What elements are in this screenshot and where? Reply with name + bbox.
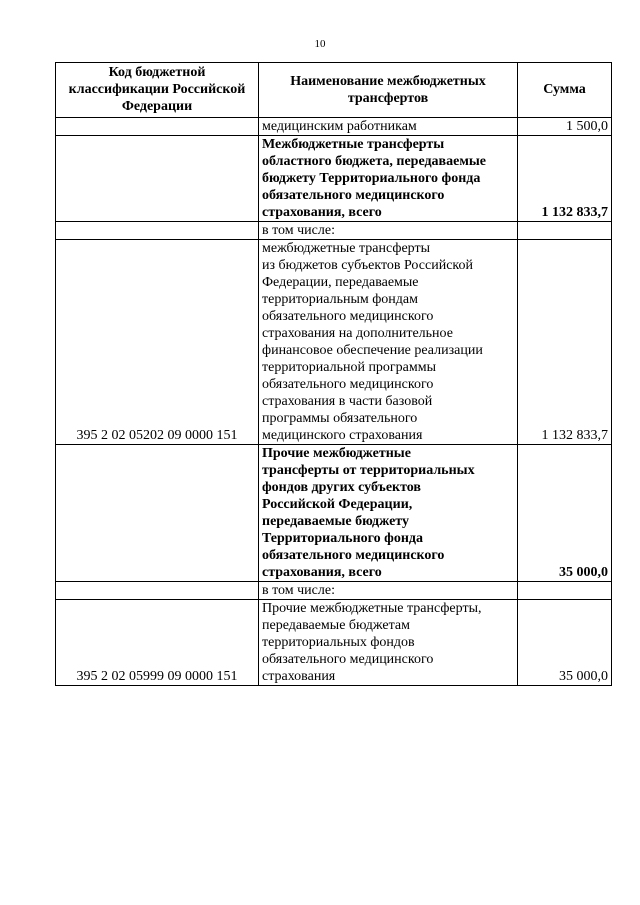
table-body xyxy=(56,118,612,686)
table-row-total xyxy=(56,445,612,582)
transfer-name-line: в том числе: xyxy=(262,583,335,598)
table-row xyxy=(56,600,612,686)
budget-code-cell: 395 2 02 05999 09 0000 151 xyxy=(56,600,259,686)
transfer-name-line: бюджету Территориального фонда xyxy=(262,171,481,186)
page-number: 10 xyxy=(314,38,326,50)
transfer-name-cell xyxy=(259,240,518,445)
transfer-name-line: страхования на дополнительное xyxy=(262,326,453,341)
amount-cell xyxy=(518,222,612,240)
budget-code-cell xyxy=(56,445,259,582)
table-header-row xyxy=(56,63,612,118)
amount-cell: 1 500,0 xyxy=(518,118,612,136)
transfer-name-line: Федерации, передаваемые xyxy=(262,275,419,290)
transfer-name-cell xyxy=(259,136,518,222)
table-row xyxy=(56,222,612,240)
transfer-name-line: территориальным фондам xyxy=(262,292,418,307)
budget-code-cell xyxy=(56,118,259,136)
table-row xyxy=(56,118,612,136)
amount-cell: 1 132 833,7 xyxy=(518,136,612,222)
transfer-name-line: Прочие межбюджетные xyxy=(262,446,411,461)
transfer-name-line: обязательного медицинского xyxy=(262,377,434,392)
transfer-name-line: обязательного медицинского xyxy=(262,188,445,203)
header-sum: Сумма xyxy=(518,63,612,118)
transfer-name-line: передаваемые бюджетам xyxy=(262,618,410,633)
transfer-name-cell xyxy=(259,600,518,686)
transfer-name-cell xyxy=(259,582,518,600)
budget-code-cell xyxy=(56,222,259,240)
table-row xyxy=(56,582,612,600)
budget-code-cell xyxy=(56,136,259,222)
transfer-name-line: обязательного медицинского xyxy=(262,548,445,563)
header-name: Наименование межбюджетных трансфертов xyxy=(259,63,518,118)
transfer-name-line: медицинского страхования xyxy=(262,428,423,443)
transfer-name-line: медицинским работникам xyxy=(262,119,417,134)
header-code: Код бюджетной классификации Российской Федерации xyxy=(56,63,259,118)
amount-cell: 35 000,0 xyxy=(518,600,612,686)
transfer-name-line: Территориального фонда xyxy=(262,531,423,546)
transfer-name-line: программы обязательного xyxy=(262,411,418,426)
transfer-name-line: из бюджетов субъектов Российской xyxy=(262,258,473,273)
transfer-name-line: областного бюджета, передаваемые xyxy=(262,154,487,169)
amount-cell: 35 000,0 xyxy=(518,445,612,582)
table-row-total xyxy=(56,136,612,222)
transfer-name-line: Прочие межбюджетные трансферты, xyxy=(262,601,482,616)
transfer-name-line: страхования, всего xyxy=(262,205,382,220)
amount-cell: 1 132 833,7 xyxy=(518,240,612,445)
transfer-name-line: обязательного медицинского xyxy=(262,652,434,667)
transfer-name-line: территориальных фондов xyxy=(262,635,415,650)
transfer-name-line: фондов других субъектов xyxy=(262,480,421,495)
transfer-name-line: обязательного медицинского xyxy=(262,309,434,324)
transfer-name-line: трансферты от территориальных xyxy=(262,463,475,478)
table-row xyxy=(56,240,612,445)
transfer-name-line: территориальной программы xyxy=(262,360,437,375)
transfer-name-cell xyxy=(259,118,518,136)
transfer-name-line: Межбюджетные трансферты xyxy=(262,137,445,152)
transfer-name-line: страхования, всего xyxy=(262,565,382,580)
budget-code-cell: 395 2 02 05202 09 0000 151 xyxy=(56,240,259,445)
transfer-name-line: страхования в части базовой xyxy=(262,394,433,409)
transfer-name-line: в том числе: xyxy=(262,223,335,238)
transfer-name-cell xyxy=(259,445,518,582)
transfer-name-line: межбюджетные трансферты xyxy=(262,241,430,256)
transfer-name-line: страхования xyxy=(262,669,336,684)
transfer-name-line: финансовое обеспечение реализации xyxy=(262,343,483,358)
budget-code-cell xyxy=(56,582,259,600)
budget-transfers-table xyxy=(55,62,612,686)
transfer-name-line: передаваемые бюджету xyxy=(262,514,409,529)
transfer-name-cell xyxy=(259,222,518,240)
transfer-name-line: Российской Федерации, xyxy=(262,497,413,512)
amount-cell xyxy=(518,582,612,600)
